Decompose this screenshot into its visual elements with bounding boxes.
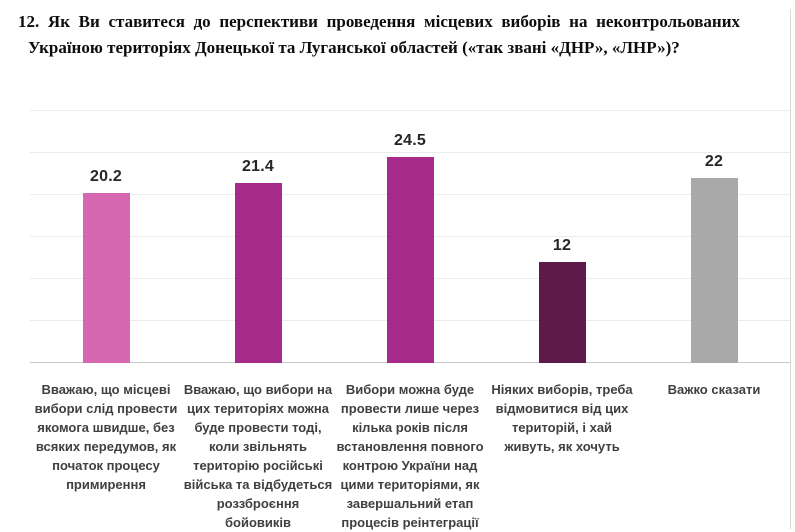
question-title bbox=[18, 9, 740, 61]
category-label: Ніяких виборів, треба відмовитися від цих територій, і хай живуть, як хочуть bbox=[491, 382, 633, 454]
bar-column bbox=[30, 111, 182, 363]
bar-value-label: 20.2 bbox=[90, 168, 122, 186]
question-text: Як Ви ставитеся до перспективи проведення місцевих виборів на неконтрольованих Україною територіях Донецької та Луганської областей («так звані «ДНР», «ЛНР»)? bbox=[28, 12, 740, 57]
bar-column bbox=[182, 111, 334, 363]
bar-value-label: 22 bbox=[704, 153, 724, 171]
bar-column bbox=[486, 111, 638, 363]
bar-value-label: 21.4 bbox=[242, 158, 274, 176]
bar bbox=[387, 157, 434, 363]
bar-column bbox=[334, 111, 486, 363]
bar-chart bbox=[30, 111, 790, 532]
bar bbox=[539, 262, 586, 363]
bar bbox=[235, 183, 282, 363]
category-label: Вважаю, що вибори на цих територіях можна буде провести тоді, коли звільнять територію російські війська та відбудеться роззброєння бойовиків bbox=[183, 382, 333, 530]
question-number: 12. bbox=[18, 12, 40, 31]
category-label: Вибори можна буде провести лише через кілька років після встановлення повного контрою України над цими територіями, як завершальний етап процесів реінтеграції bbox=[336, 382, 484, 530]
page-edge-line bbox=[790, 9, 791, 529]
bar bbox=[83, 193, 130, 363]
bar-value-label: 12 bbox=[552, 237, 572, 255]
bar-value-label: 24.5 bbox=[394, 132, 426, 150]
bar-columns bbox=[30, 111, 790, 363]
bar-column bbox=[638, 111, 790, 363]
category-label: Важко сказати bbox=[667, 382, 761, 397]
plot-area bbox=[30, 111, 790, 363]
category-label: Вважаю, що місцеві вибори слід провести якомога швидше, без всяких передумов, як початок процесу примирення bbox=[34, 382, 178, 492]
bar bbox=[691, 178, 738, 363]
category-axis-labels bbox=[30, 380, 790, 532]
